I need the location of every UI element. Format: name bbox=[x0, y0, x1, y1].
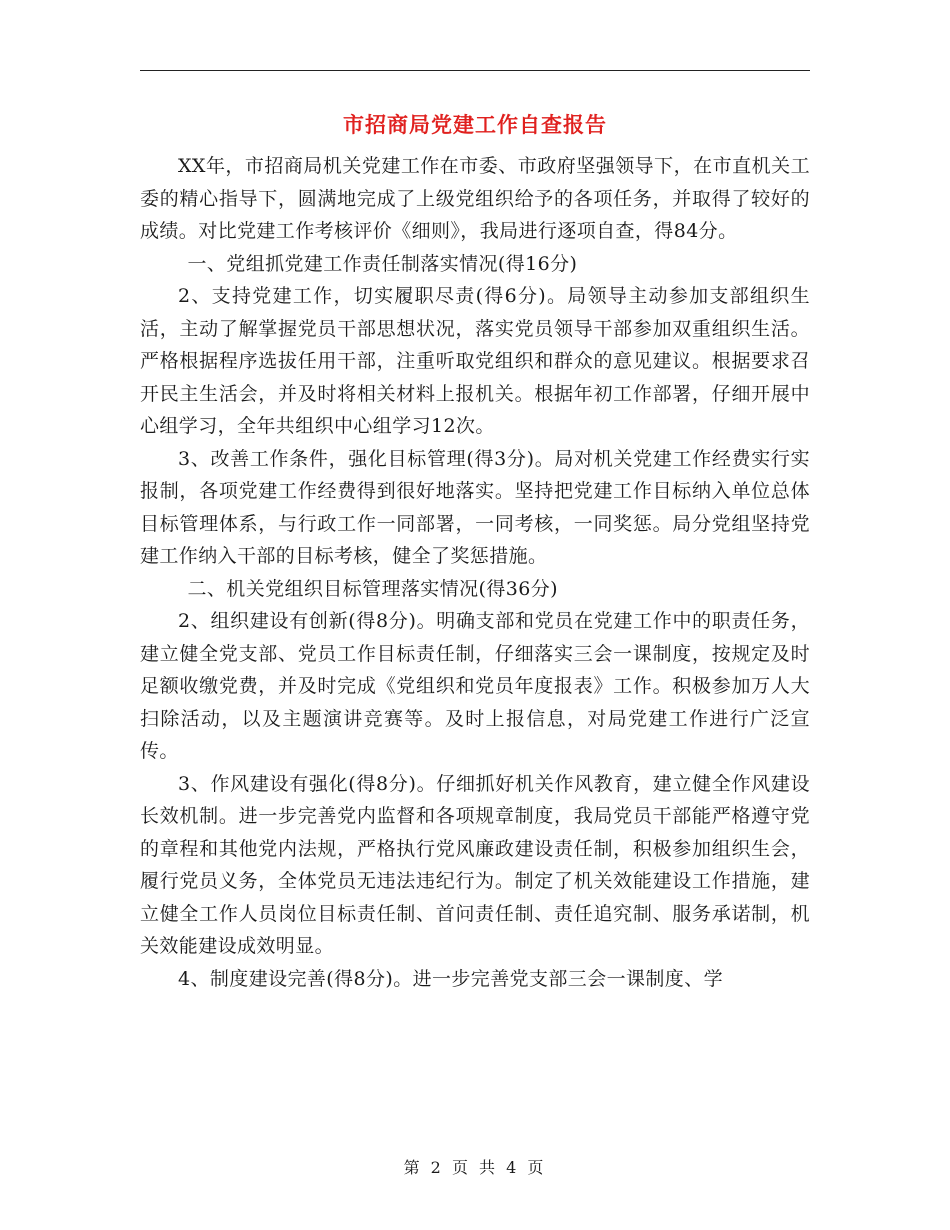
paragraph-item: 2、组织建设有创新(得8分)。明确支部和党员在党建工作中的职责任务，建立健全党支部、党员工作目标责任制，仔细落实三会一课制度，按规定及时足额收缴党费，并及时完成《党组织和党员年度报表》工作。积极参加万人大扫除活动，以及主题演讲竞赛等。及时上报信息，对局党建工作进行广泛宣传。 bbox=[140, 610, 810, 762]
section-heading-2: 二、机关党组织目标管理落实情况(得36分) bbox=[187, 577, 558, 600]
document-title: 市招商局党建工作自查报告 bbox=[343, 112, 607, 137]
paragraph-intro: XX年，市招商局机关党建工作在市委、市政府坚强领导下，在市直机关工委的精心指导下，圆满地完成了上级党组织给予的各项任务，并取得了较好的成绩。对比党建工作考核评价《细则》，我局进行逐项自查，得84分。 bbox=[140, 155, 810, 242]
section-heading-1: 一、党组抓党建工作责任制落实情况(得16分) bbox=[187, 252, 578, 275]
paragraph-item: 3、改善工作条件，强化目标管理(得3分)。局对机关党建工作经费实行实报制，各项党建工作经费得到很好地落实。坚持把党建工作目标纳入单位总体目标管理体系，与行政工作一同部署，一同考核，一同奖惩。局分党组坚持党建工作纳入干部的目标考核，健全了奖惩措施。 bbox=[140, 447, 810, 567]
paragraph-item: 2、支持党建工作，切实履职尽责(得6分)。局领导主动参加支部组织生活，主动了解掌握党员干部思想状况，落实党员领导干部参加双重组织生活。严格根据程序选拔任用干部，注重听取党组织和群众的意见建议。根据要求召开民主生活会，并及时将相关材料上报机关。根据年初工作部署，仔细开展中心组学习，全年共组织中心组学习12次。 bbox=[140, 285, 810, 437]
page-footer: 第 2 页 共 4 页 bbox=[403, 1158, 547, 1177]
paragraph-item: 4、制度建设完善(得8分)。进一步完善党支部三会一课制度、学 bbox=[178, 967, 724, 990]
paragraph-item: 3、作风建设有强化(得8分)。仔细抓好机关作风教育，建立健全作风建设长效机制。进一步完善党内监督和各项规章制度，我局党员干部能严格遵守党的章程和其他党内法规，严格执行党风廉政建设责任制，积极参加组织生会，履行党员义务，全体党员无违法违纪行为。制定了机关效能建设工作措施，建立健全工作人员岗位目标责任制、首问责任制、责任追究制、服务承诺制，机关效能建设成效明显。 bbox=[140, 772, 810, 957]
header-rule bbox=[140, 70, 810, 71]
document-body bbox=[140, 150, 810, 995]
